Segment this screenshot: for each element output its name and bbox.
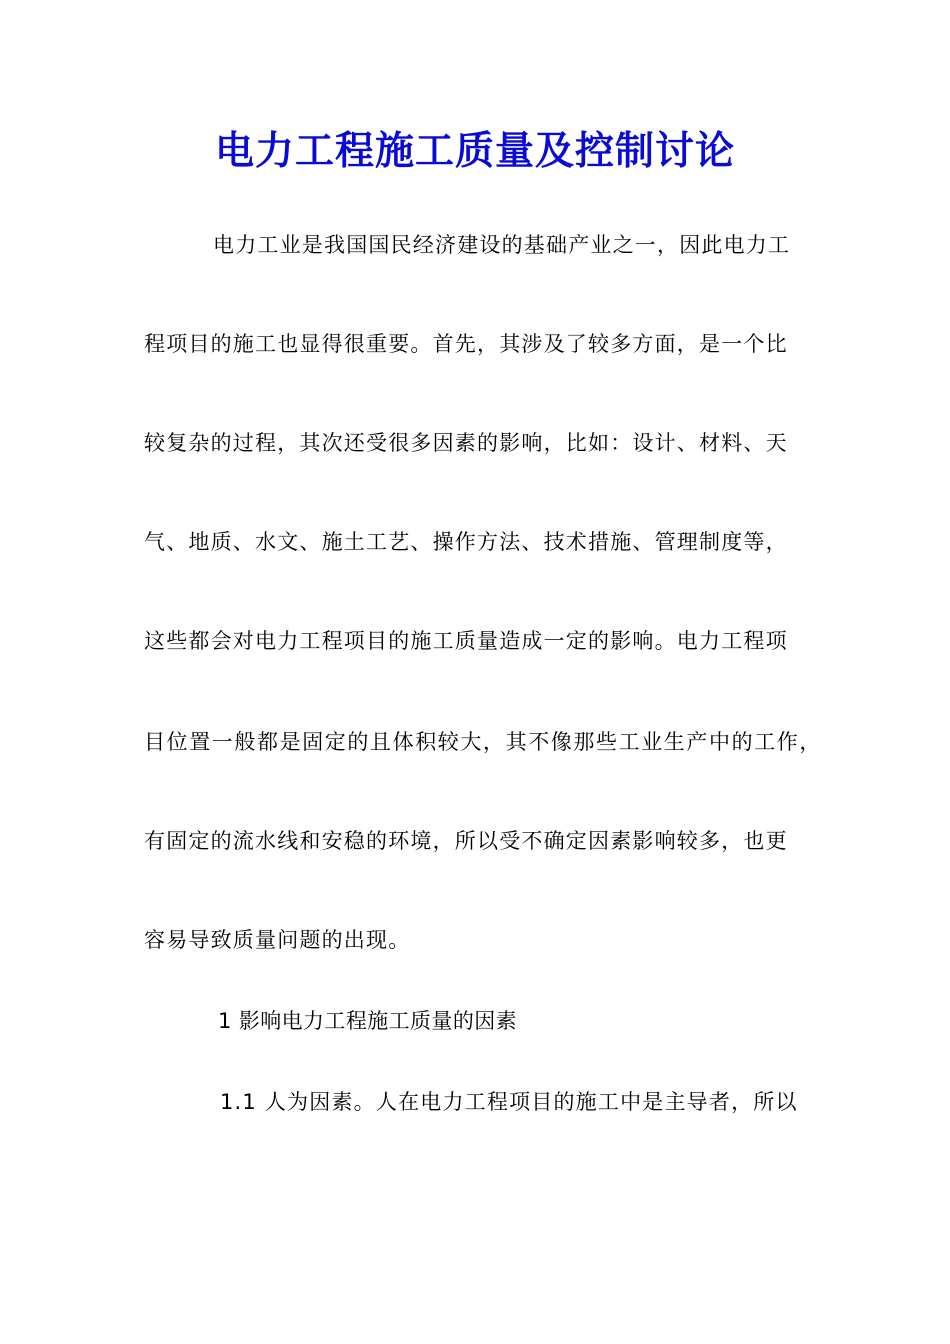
paragraph-line: 程项目的施工也显得很重要。首先，其涉及了较多方面，是一个比 [144,332,788,356]
paragraph-line: 有固定的流水线和安稳的环境，所以受不确定因素影响较多，也更 [144,829,788,853]
paragraph-line: 这些都会对电力工程项目的施工质量造成一定的影响。电力工程项 [144,629,788,653]
document-title: 电力工程施工质量及控制讨论 [214,128,735,174]
paragraph-line: 容易导致质量问题的出现。 [144,928,411,952]
paragraph-line: 目位置一般都是固定的且体积较大，其不像那些工业生产中的工作， [144,730,822,754]
subsection-line: 1.1 人为因素。人在电力工程项目的施工中是主导者，所以 [220,1090,798,1114]
paragraph-line: 较复杂的过程，其次还受很多因素的影响，比如：设计、材料、天 [144,431,788,455]
section-heading: 1 影响电力工程施工质量的因素 [218,1009,518,1033]
paragraph-line: 气、地质、水文、施土工艺、操作方法、技术措施、管理制度等， [144,530,788,554]
paragraph-line: 电力工业是我国国民经济建设的基础产业之一，因此电力工 [213,233,791,257]
